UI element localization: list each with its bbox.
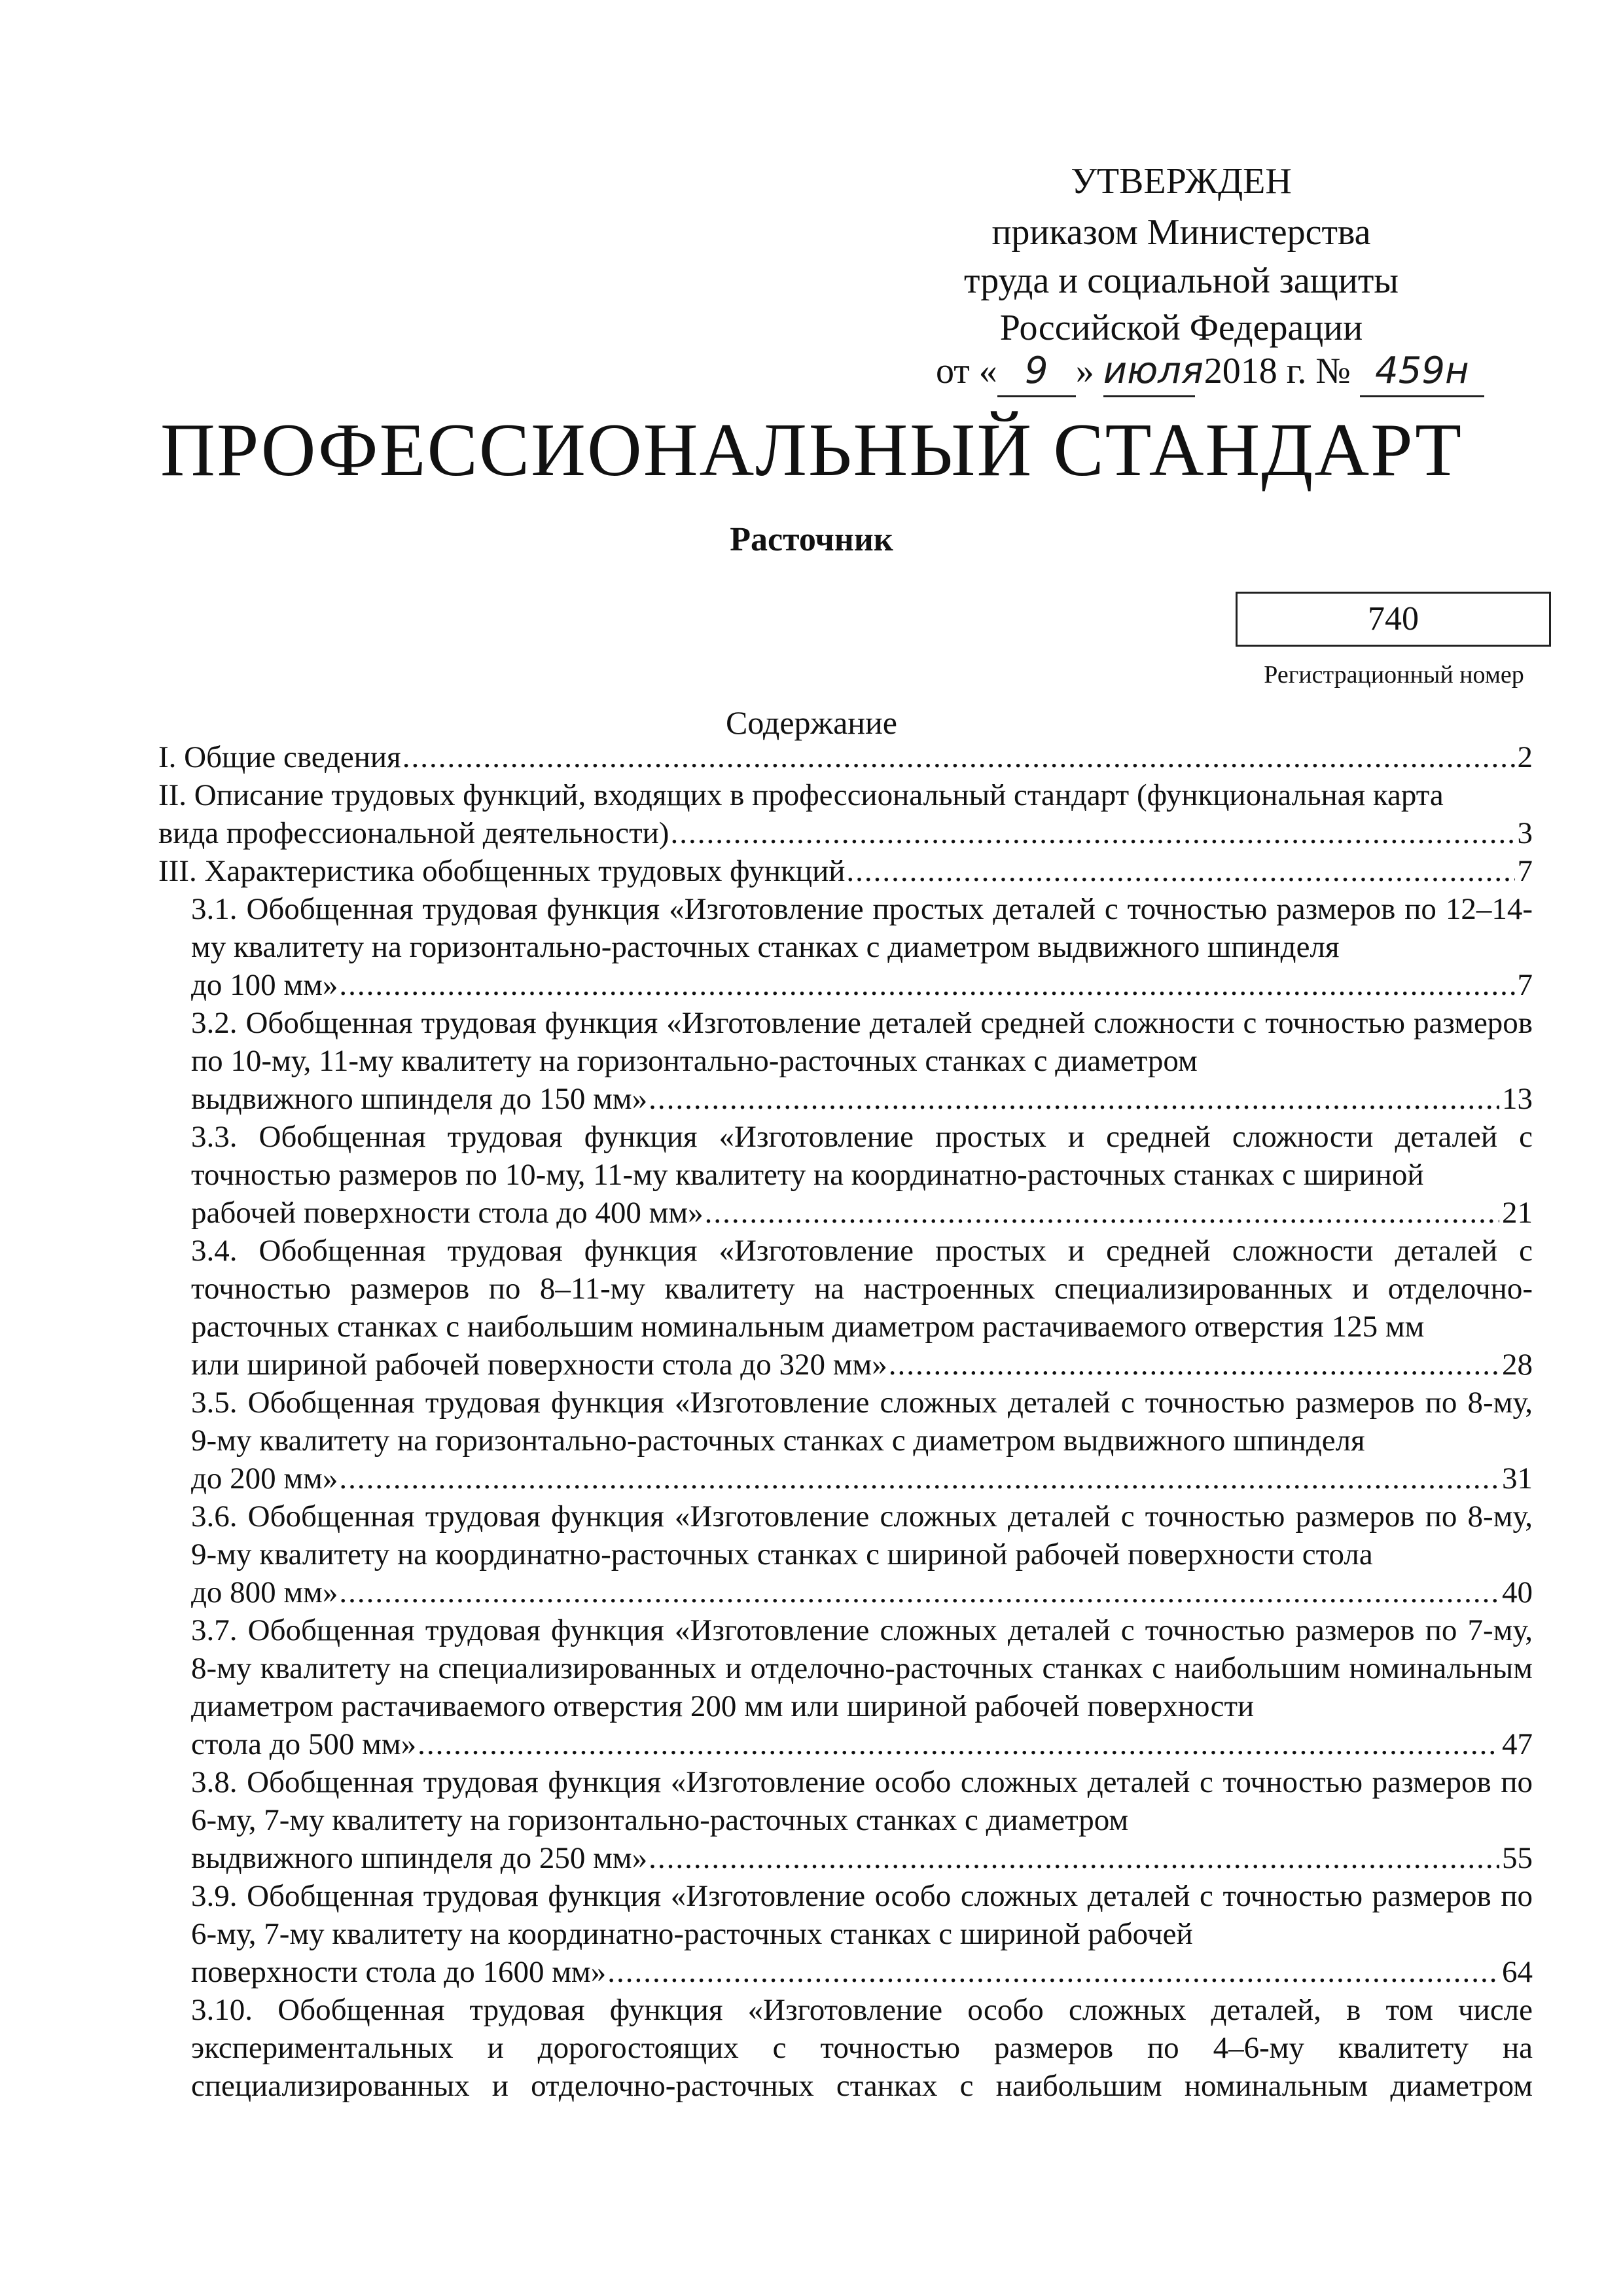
dot-leader (670, 814, 1514, 852)
toc-entry-text: 3.10. Обобщенная трудовая функция «Изготовление особо сложных деталей, в том числе экспериментальных и дорогостоящих с точностью размеров по 4–6-му квалитету на специализированных и отделочно-расточных станках с наибольшим номинальным диаметром (191, 1993, 1533, 2103)
approval-line-1: приказом Министерства (991, 212, 1371, 253)
toc-entry (158, 1763, 1533, 1877)
toc-entry-text-end: вида профессиональной деятельности) (158, 816, 669, 850)
toc-entry (158, 1384, 1533, 1498)
dot-leader (339, 966, 1514, 1004)
toc-entry (158, 776, 1533, 852)
toc-entry-text-end: рабочей поверхности стола до 400 мм» (191, 1196, 704, 1230)
toc-entry (158, 1232, 1533, 1384)
toc-entry (158, 1118, 1533, 1232)
registration-number: 740 (1368, 600, 1419, 637)
dot-leader (705, 1194, 1499, 1232)
toc-page-number: 55 (1502, 1841, 1533, 1875)
toc-entry (158, 852, 1533, 890)
toc-entry-text: 3.5. Обобщенная трудовая функция «Изготовление сложных деталей с точностью размеров по 8-му, 9-му квалитету на горизонтально-расточных станках с диаметром выдвижного шпинделя (191, 1386, 1533, 1458)
toc-entry (158, 1877, 1533, 1991)
toc-entry (158, 1611, 1533, 1763)
toc-page-number: 31 (1502, 1462, 1533, 1496)
toc-entry (158, 1498, 1533, 1611)
dot-leader (339, 1460, 1499, 1498)
toc-entry-text: 3.3. Обобщенная трудовая функция «Изготовление простых и средней сложности деталей с точностью размеров по 10-му, 11-му квалитету на координатно-расточных станках с шириной (191, 1120, 1533, 1192)
toc-entry-text: III. Характеристика обобщенных трудовых функций (158, 854, 846, 888)
registration-number-label: Регистрационный номер (1264, 661, 1524, 689)
dot-leader (649, 1839, 1499, 1877)
toc-entry-text-end: или шириной рабочей поверхности стола до 320 мм» (191, 1348, 887, 1382)
toc-entry-text-end: до 800 мм» (191, 1575, 338, 1609)
toc-entry (158, 1004, 1533, 1118)
toc-entry-text-end: поверхности стола до 1600 мм» (191, 1955, 607, 1989)
approval-date-line (936, 347, 1564, 397)
toc-page-number: 2 (1517, 740, 1533, 774)
dot-leader (889, 1346, 1499, 1384)
approval-title: УТВЕРЖДЕН (1071, 161, 1292, 202)
toc-entry-text-end: до 200 мм» (191, 1462, 338, 1496)
approval-line-2: труда и социальной защиты (964, 260, 1399, 301)
toc-page-number: 13 (1502, 1082, 1533, 1116)
toc-page-number: 7 (1517, 968, 1533, 1002)
toc-title: Содержание (726, 704, 897, 741)
dot-leader (846, 852, 1514, 890)
toc-entry (158, 890, 1533, 1004)
toc-entry-text: II. Описание трудовых функций, входящих в профессиональный стандарт (функциональная карта (158, 778, 1444, 812)
registration-number-box (1236, 592, 1551, 647)
toc-page-number: 7 (1517, 854, 1533, 888)
toc-entry-text-end: выдвижного шпинделя до 250 мм» (191, 1841, 648, 1875)
toc-entry-text-end: выдвижного шпинделя до 150 мм» (191, 1082, 648, 1116)
toc-entry-text-end: стола до 500 мм» (191, 1727, 417, 1761)
date-prefix: от « (936, 351, 997, 391)
dot-leader (418, 1725, 1499, 1763)
date-year: 2018 г. № (1204, 351, 1351, 391)
toc-entry-text: 3.8. Обобщенная трудовая функция «Изготовление особо сложных деталей с точностью размеров по 6-му, 7-му квалитету на горизонтально-расточных станках с диаметром (191, 1765, 1533, 1837)
toc-entry (158, 738, 1533, 776)
handwritten-month: июля (1103, 347, 1195, 397)
handwritten-order-number: 459н (1360, 347, 1484, 397)
toc-entry-text: 3.1. Обобщенная трудовая функция «Изготовление простых деталей с точностью размеров по 12–14-му квалитету на горизонтально-расточных станках с диаметром выдвижного шпинделя (191, 892, 1533, 964)
dot-leader (339, 1573, 1499, 1611)
date-month-separator: » (1075, 351, 1094, 391)
toc-entry-text: 3.2. Обобщенная трудовая функция «Изготовление деталей средней сложности с точностью размеров по 10-му, 11-му квалитету на горизонтально-расточных станках с диаметром (191, 1006, 1533, 1078)
profession-name: Расточник (730, 521, 893, 558)
toc-entry-text: 3.6. Обобщенная трудовая функция «Изготовление сложных деталей с точностью размеров по 8-му, 9-му квалитету на координатно-расточных станках с шириной рабочей поверхности стола (191, 1499, 1533, 1571)
dot-leader (402, 738, 1515, 776)
toc-entry-text: 3.4. Обобщенная трудовая функция «Изготовление простых и средней сложности деталей с точностью размеров по 8–11-му квалитету на настроенных специализированных и отделочно-расточных станках с наибольшим номинальным диаметром растачиваемого отверстия 125 мм (191, 1234, 1533, 1344)
toc-entry (158, 1991, 1533, 2105)
dot-leader (649, 1080, 1499, 1118)
toc-entry-text: I. Общие сведения (158, 740, 401, 774)
approval-line-3: Российской Федерации (999, 308, 1363, 348)
handwritten-day: 9 (997, 347, 1076, 397)
toc-entry-text-end: до 100 мм» (191, 968, 338, 1002)
table-of-contents (158, 738, 1533, 2105)
toc-entry-text: 3.9. Обобщенная трудовая функция «Изготовление особо сложных деталей с точностью размеров по 6-му, 7-му квалитету на координатно-расточных станках с шириной рабочей (191, 1879, 1533, 1951)
document-title: ПРОФЕССИОНАЛЬНЫЙ СТАНДАРТ (160, 408, 1463, 492)
toc-page-number: 3 (1517, 816, 1533, 850)
toc-page-number: 40 (1502, 1575, 1533, 1609)
toc-page-number: 47 (1502, 1727, 1533, 1761)
toc-page-number: 21 (1502, 1196, 1533, 1230)
toc-entry-text: 3.7. Обобщенная трудовая функция «Изготовление сложных деталей с точностью размеров по 7-му, 8-му квалитету на специализированных и отделочно-расточных станках с наибольшим номинальным диаметром растачиваемого отверстия 200 мм или шириной рабочей поверхности (191, 1613, 1533, 1723)
toc-page-number: 64 (1502, 1955, 1533, 1989)
dot-leader (607, 1953, 1499, 1991)
toc-page-number: 28 (1502, 1348, 1533, 1382)
